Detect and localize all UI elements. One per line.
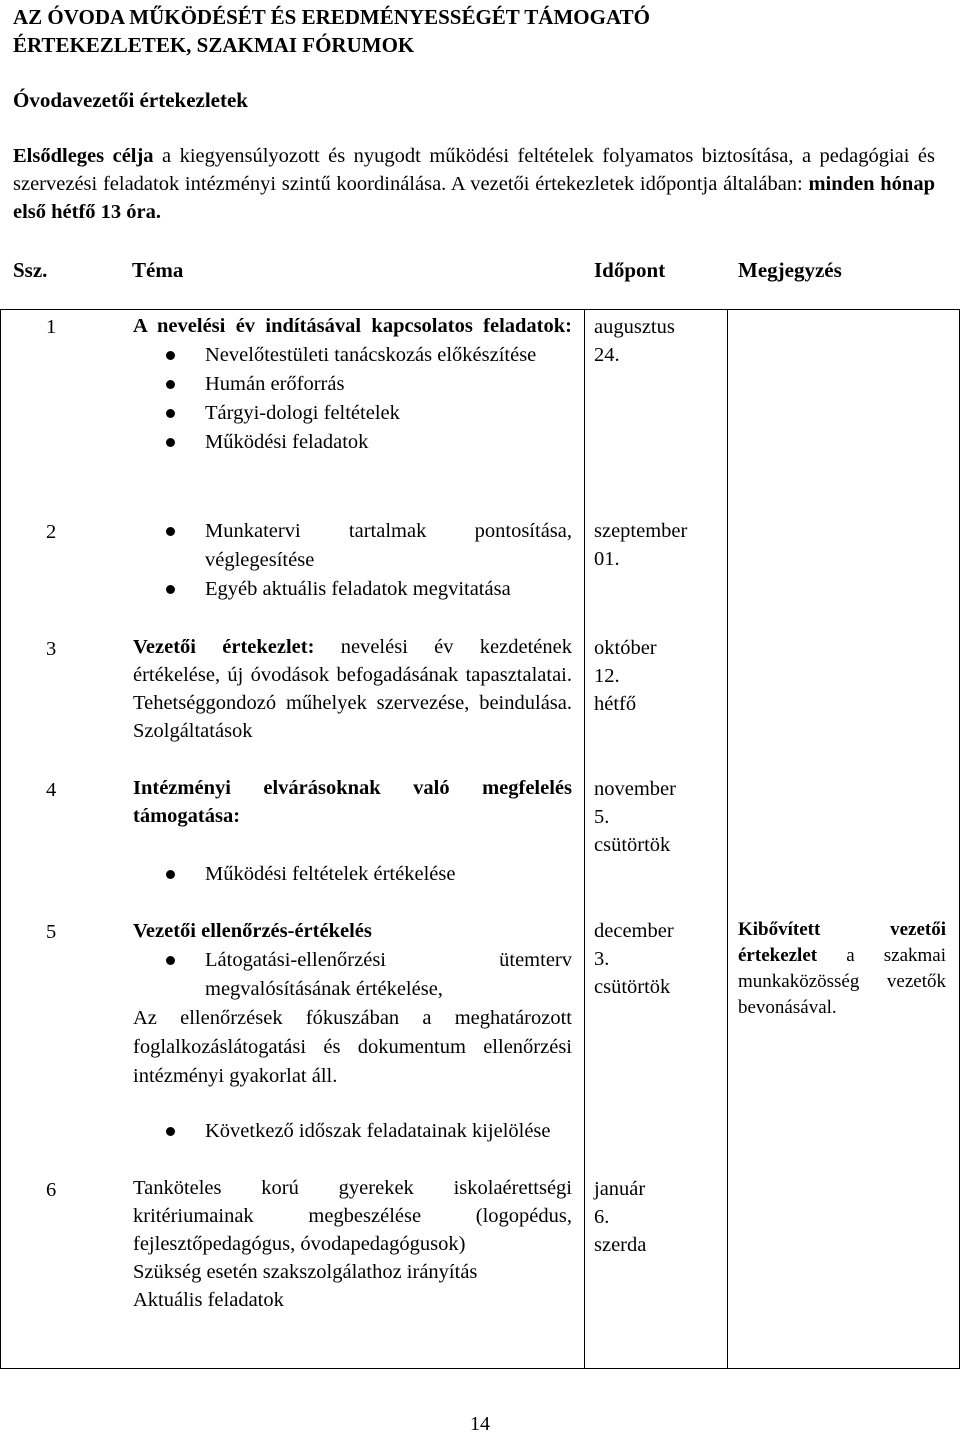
bullet-icon (166, 380, 175, 389)
document-title (13, 3, 650, 59)
bullet-icon (166, 870, 175, 879)
row-date: szeptember 01. (594, 520, 688, 570)
row-heading: Vezetői ellenőrzés-értékelés (133, 920, 372, 942)
row-number: 4 (46, 779, 57, 801)
bullet-icon (166, 1127, 175, 1136)
intro-paragraph (13, 142, 935, 226)
row-number: 5 (46, 921, 57, 943)
row-heading: A nevelési év indításával kapcsolatos feladatok: (133, 315, 572, 337)
section-subtitle: Óvodavezetői értekezletek (13, 88, 248, 112)
row-note: Kibővített vezetői értekezlet a szakmai munkaközösség vezetők bevonásával. (738, 919, 946, 1018)
row-line: Szükség esetén szakszolgálathoz irányítás (133, 1261, 478, 1283)
header-ssz: Ssz. (13, 258, 48, 282)
bullet-icon (166, 409, 175, 418)
list-item: Humán erőforrás (0, 370, 572, 399)
bullet-icon (166, 585, 175, 594)
header-megjegyzes: Megjegyzés (738, 258, 842, 282)
row-line: Aktuális feladatok (133, 1289, 284, 1311)
row-line: Tanköteles korú gyerekek iskolaérettségi kritériumainak megbeszélése (logopédus, fejlesztőpedagógus, óvodapedagógusok) (133, 1177, 572, 1255)
list-item: Munkatervi tartalmak pontosítása, véglegesítése (0, 517, 572, 575)
list-item: Működési feltételek értékelése (0, 860, 572, 889)
table-row-bullets (0, 860, 572, 889)
bullet-icon (166, 438, 175, 447)
row-date: október 12. hétfő (594, 637, 657, 715)
table-top-border (0, 309, 960, 310)
list-item: Nevelőtestületi tanácskozás előkészítése (0, 341, 572, 370)
table-row-topic (133, 1174, 572, 1314)
intro-text: a kiegyensúlyozott és nyugodt működési feltételek folyamatos biztosítása, a pedagógiai és szervezési feladatok intézményi szintű koordinálása. A vezetői értekezletek időpontja általában: (13, 145, 935, 195)
row-date: január 6. szerda (594, 1178, 647, 1256)
bullet-icon (166, 956, 175, 965)
row-number: 2 (46, 521, 57, 543)
table-row-topic: Vezetői értekezlet: nevelési év kezdetének értékelése, új óvodások befogadásának tapasztalatai. Tehetséggondozó műhelyek szervezése, beindulása. Szolgáltatások (133, 636, 572, 742)
row-number: 6 (46, 1179, 57, 1201)
row-number: 1 (46, 316, 57, 338)
table-row-topic (133, 917, 572, 945)
intro-tail: minden hónap első hétfő 13 óra. (13, 173, 935, 223)
bullet-icon (166, 527, 175, 536)
title-line-2: ÉRTEKEZLETEK, SZAKMAI FÓRUMOK (13, 33, 415, 57)
row-heading: Intézményi elvárásoknak való megfelelés támogatása: (133, 777, 572, 827)
header-tema: Téma (132, 258, 184, 282)
list-item: Működési feladatok (0, 428, 572, 457)
row-date: december 3. csütörtök (594, 920, 674, 998)
page-number: 14 (470, 1413, 490, 1435)
title-line-1: AZ ÓVODA MŰKÖDÉSÉT ÉS EREDMÉNYESSÉGÉT TÁMOGATÓ (13, 5, 650, 29)
table-left-border (0, 309, 1, 1369)
row-date: november 5. csütörtök (594, 778, 676, 856)
table-row-bullets (0, 1117, 572, 1146)
list-item: Egyéb aktuális feladatok megvitatása (0, 575, 572, 604)
bullet-icon (166, 351, 175, 360)
list-item: Látogatási-ellenőrzési ütemterv megvalósításának értékelése, (0, 946, 572, 1004)
row-date: augusztus 24. (594, 316, 675, 366)
table-divider-date (584, 309, 585, 1369)
header-idopont: Időpont (594, 258, 666, 282)
table-row-topic (133, 774, 572, 830)
table-divider-note (727, 309, 728, 1369)
intro-lead: Elsődleges célja (13, 145, 154, 167)
list-item: Tárgyi-dologi feltételek (0, 399, 572, 428)
table-row-topic (0, 517, 572, 604)
table-row-bullets (0, 946, 572, 1004)
row-text: Az ellenőrzések fókuszában a meghatározott foglalkozáslátogatási és dokumentum ellenőrzési intézményi gyakorlat áll. (133, 1007, 572, 1087)
table-row-topic (133, 312, 572, 457)
row-number: 3 (46, 638, 57, 660)
list-item: Következő időszak feladatainak kijelölése (0, 1117, 572, 1146)
table-bottom-border (0, 1368, 960, 1369)
